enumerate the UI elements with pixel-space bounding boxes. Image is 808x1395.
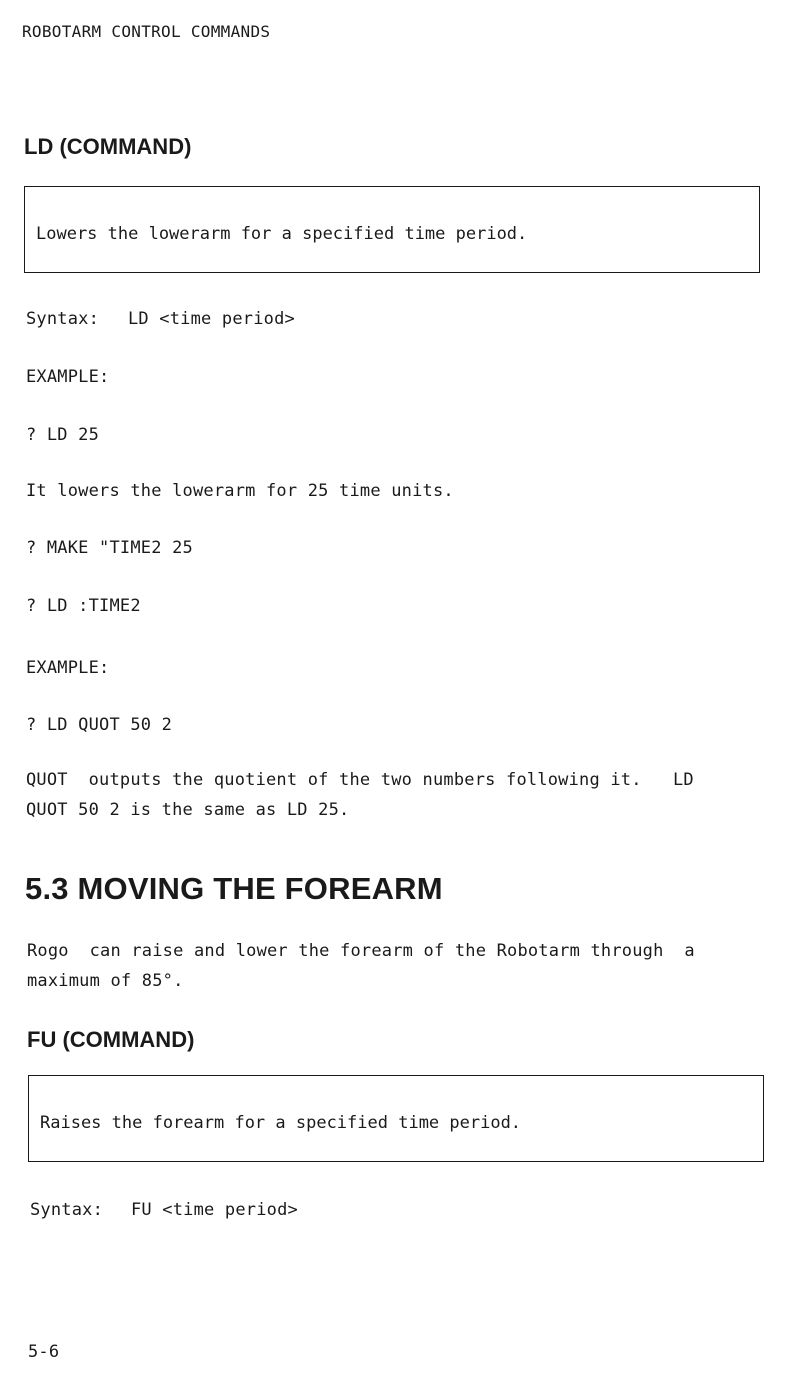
running-header: ROBOTARM CONTROL COMMANDS — [22, 22, 271, 41]
quot-explanation-line1: QUOT outputs the quotient of the two numbers following it. LD — [26, 770, 694, 790]
quot-explanation-line2: QUOT 50 2 is the same as LD 25. — [26, 800, 350, 820]
section-body-line2: maximum of 85°. — [27, 971, 184, 991]
fu-syntax-value: FU <time period> — [131, 1200, 298, 1220]
ld-description: Lowers the lowerarm for a specified time period. — [36, 224, 528, 244]
ld-heading: LD (COMMAND) — [24, 134, 192, 159]
section-heading: 5.3 MOVING THE FOREARM — [25, 871, 443, 906]
ld-example2-label: EXAMPLE: — [26, 658, 110, 678]
fu-syntax-label: Syntax: — [30, 1200, 104, 1220]
ld-syntax-label: Syntax: — [26, 309, 100, 329]
ld-example1-make: ? MAKE "TIME2 25 — [26, 538, 193, 558]
fu-description-box — [28, 1075, 764, 1162]
ld-example1-note: It lowers the lowerarm for 25 time units. — [26, 481, 454, 501]
ld-example1-label: EXAMPLE: — [26, 367, 110, 387]
ld-description-box — [24, 186, 760, 273]
fu-heading: FU (COMMAND) — [27, 1027, 195, 1052]
ld-example1-variable: ? LD :TIME2 — [26, 596, 141, 616]
page-number: 5-6 — [28, 1342, 60, 1362]
fu-description: Raises the forearm for a specified time period. — [40, 1113, 522, 1133]
ld-syntax-value: LD <time period> — [128, 309, 295, 329]
ld-example2-command: ? LD QUOT 50 2 — [26, 715, 173, 735]
ld-example1-command: ? LD 25 — [26, 425, 100, 445]
section-body-line1: Rogo can raise and lower the forearm of the Robotarm through a — [27, 941, 695, 961]
